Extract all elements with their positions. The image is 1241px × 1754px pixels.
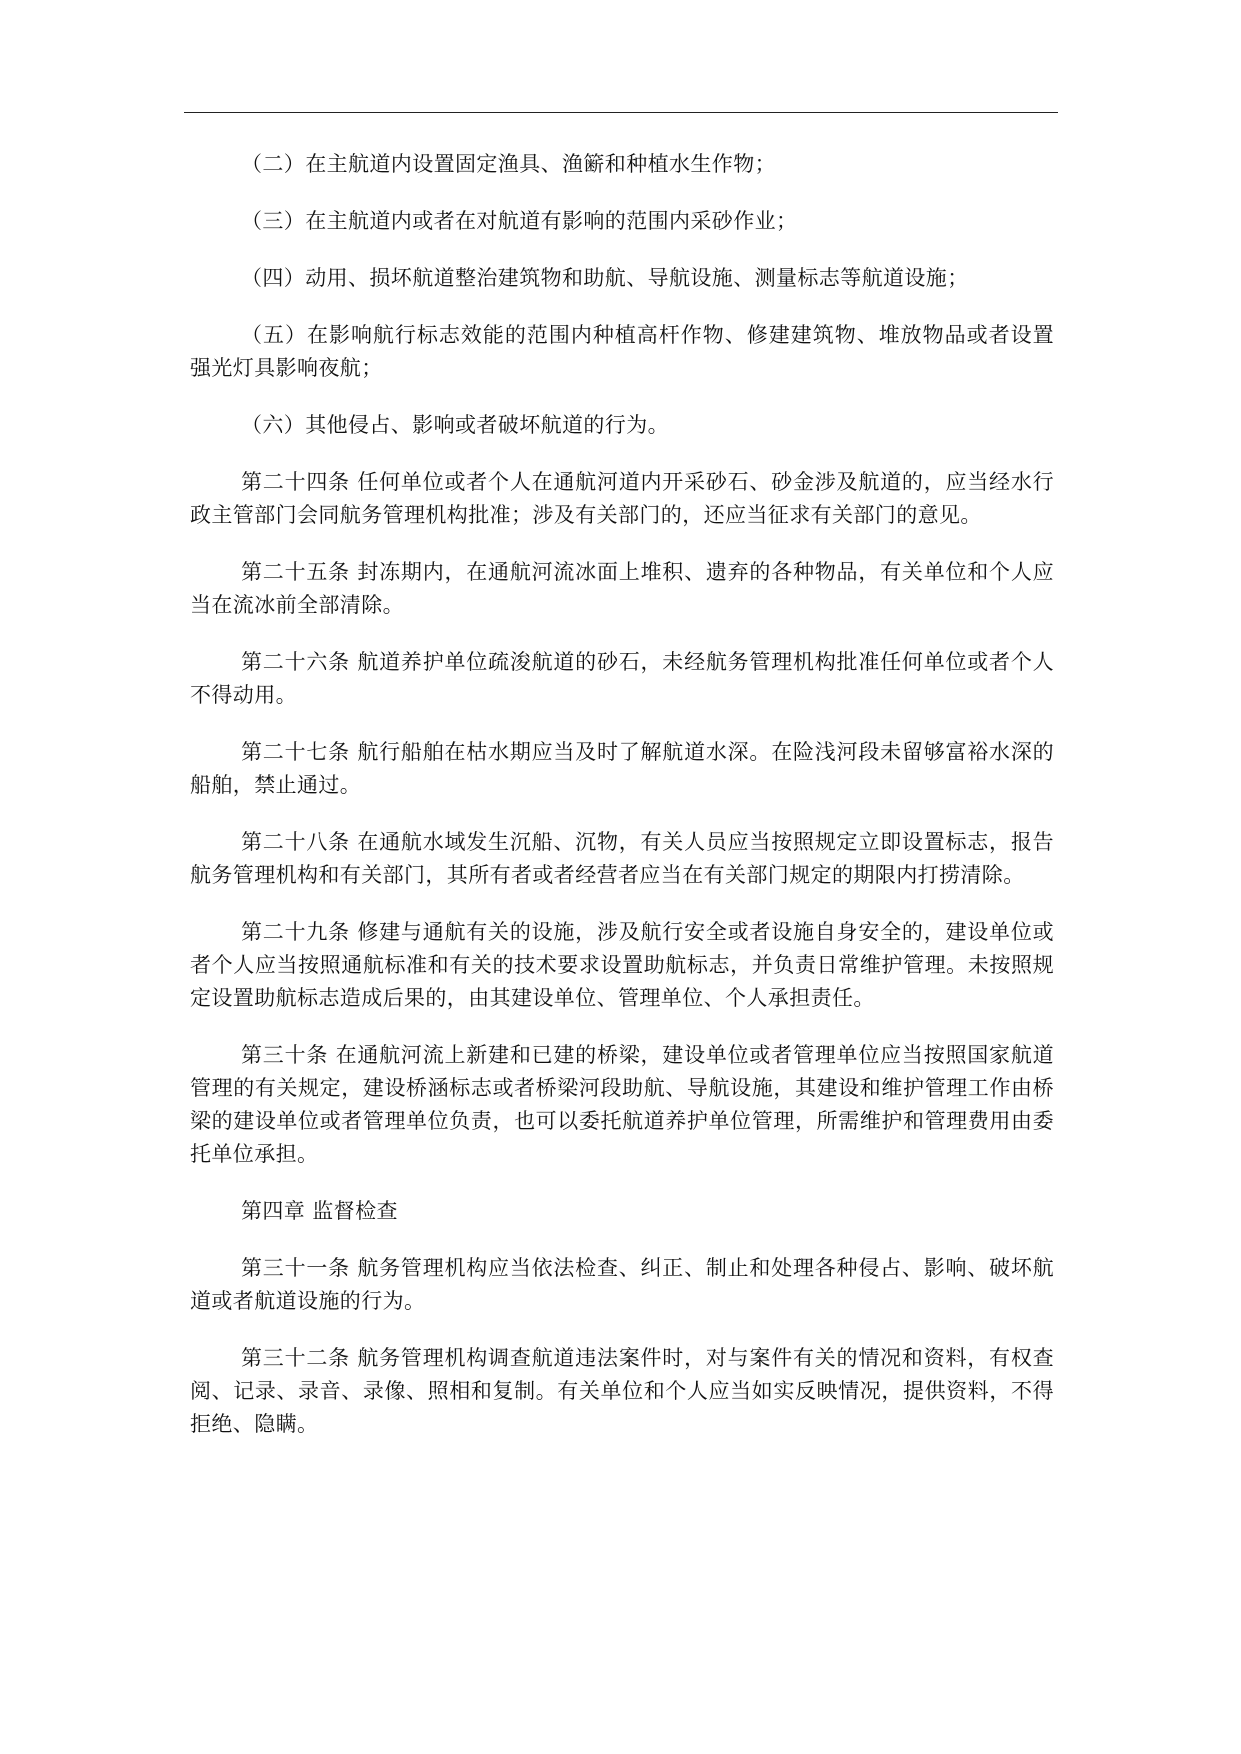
article-26-paragraph: 第二十六条 航道养护单位疏浚航道的砂石，未经航务管理机构批准任何单位或者个人不得动用。 (190, 650, 1054, 707)
clause-4-paragraph: （四）动用、损坏航道整治建筑物和助航、导航设施、测量标志等航道设施； (241, 266, 969, 290)
article-30-paragraph: 第三十条 在通航河流上新建和已建的桥梁，建设单位或者管理单位应当按照国家航道管理的有关规定，建设桥涵标志或者桥梁河段助航、导航设施，其建设和维护管理工作由桥梁的建设单位或者管理单位负责，也可以委托航道养护单位管理，所需维护和管理费用由委托单位承担。 (190, 1043, 1054, 1166)
article-27-paragraph: 第二十七条 航行船舶在枯水期应当及时了解航道水深。在险浅河段未留够富裕水深的船舶，禁止通过。 (190, 740, 1054, 797)
article-25-paragraph: 第二十五条 封冻期内，在通航河流冰面上堆积、遗弃的各种物品，有关单位和个人应当在流冰前全部清除。 (190, 560, 1054, 617)
clause-2-paragraph: （二）在主航道内设置固定渔具、渔簖和种植水生作物； (241, 152, 776, 176)
chapter-4-heading: 第四章 监督检查 (241, 1199, 398, 1223)
article-29-paragraph: 第二十九条 修建与通航有关的设施，涉及航行安全或者设施自身安全的，建设单位或者个人应当按照通航标准和有关的技术要求设置助航标志，并负责日常维护管理。未按照规定设置助航标志造成后果的，由其建设单位、管理单位、个人承担责任。 (190, 920, 1054, 1010)
document-body (190, 148, 1054, 1465)
article-32-paragraph: 第三十二条 航务管理机构调查航道违法案件时，对与案件有关的情况和资料，有权查阅、记录、录音、录像、照相和复制。有关单位和个人应当如实反映情况，提供资料，不得拒绝、隐瞒。 (190, 1346, 1054, 1436)
clause-5-paragraph: （五）在影响航行标志效能的范围内种植高杆作物、修建建筑物、堆放物品或者设置强光灯具影响夜航； (190, 323, 1054, 380)
clause-3-paragraph: （三）在主航道内或者在对航道有影响的范围内采砂作业； (241, 209, 798, 233)
article-24-paragraph: 第二十四条 任何单位或者个人在通航河道内开采砂石、砂金涉及航道的，应当经水行政主管部门会同航务管理机构批准；涉及有关部门的，还应当征求有关部门的意见。 (190, 470, 1054, 527)
header-rule (184, 112, 1058, 113)
clause-6-paragraph: （六）其他侵占、影响或者破坏航道的行为。 (241, 413, 669, 437)
article-31-paragraph: 第三十一条 航务管理机构应当依法检查、纠正、制止和处理各种侵占、影响、破坏航道或者航道设施的行为。 (190, 1256, 1054, 1313)
article-28-paragraph: 第二十八条 在通航水域发生沉船、沉物，有关人员应当按照规定立即设置标志，报告航务管理机构和有关部门，其所有者或者经营者应当在有关部门规定的期限内打捞清除。 (190, 830, 1054, 887)
